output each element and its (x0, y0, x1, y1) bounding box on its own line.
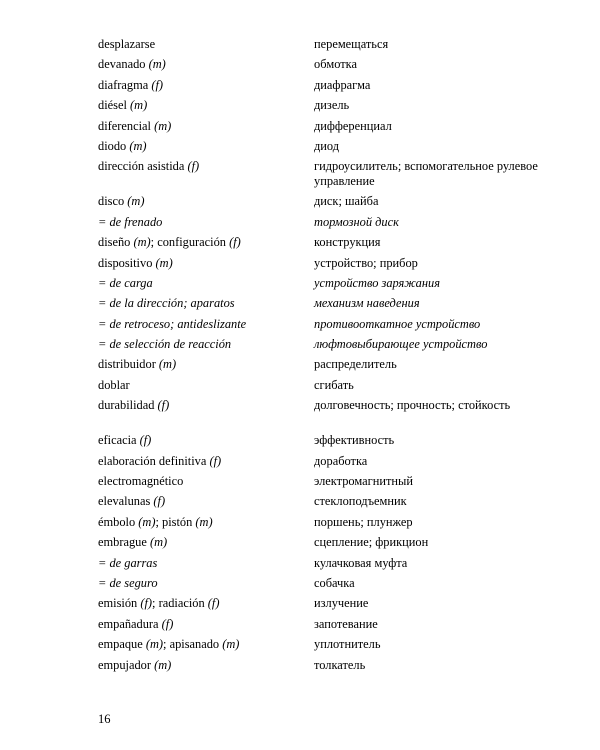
term-segment: doblar (98, 377, 130, 392)
term-italic-segment: (m) (154, 118, 172, 133)
term-italic-segment: (f) (187, 159, 200, 174)
term-segment: diseño (98, 235, 134, 250)
russian-translation: распределитель (314, 357, 397, 372)
russian-translation: механизм наведения (314, 296, 420, 311)
russian-translation: толкатель (314, 657, 366, 672)
term-italic-segment: = de la dirección; aparatos (98, 296, 235, 311)
term-segment: elevalunas (98, 494, 154, 509)
spanish-column (98, 37, 298, 678)
spanish-term (98, 556, 298, 576)
term-italic-segment: (m) (133, 235, 151, 250)
term-segment: eficacia (98, 433, 140, 448)
russian-translation: люфтовыбирающее устройство (314, 337, 488, 352)
term-italic-segment: = de retroceso; antideslizante (98, 316, 247, 331)
russian-translation: излучение (314, 596, 369, 611)
page-number: 16 (98, 712, 111, 726)
term-italic-segment: (m) (155, 255, 173, 270)
spanish-term (98, 235, 298, 255)
spanish-term (98, 317, 298, 337)
term-italic-segment: (f) (139, 433, 152, 448)
russian-translation: доработка (314, 453, 368, 468)
spanish-term (98, 256, 298, 276)
spanish-term (98, 194, 298, 214)
term-segment: distribuidor (98, 357, 159, 372)
term-segment: diésel (98, 98, 130, 113)
spanish-term (98, 576, 298, 596)
spanish-term (98, 637, 298, 657)
spanish-term (98, 454, 298, 474)
term-segment: diafragma (98, 77, 152, 92)
russian-translation: кулачковая муфта (314, 555, 408, 570)
term-italic-segment: = de seguro (98, 575, 158, 590)
term-italic-segment: (m) (148, 57, 166, 72)
term-italic-segment: (m) (138, 514, 156, 529)
term-italic-segment: (m) (149, 535, 168, 550)
term-segment: embrague (98, 535, 150, 550)
russian-translation: гидроусилитель; вспомогательное рулевое управление (314, 159, 538, 188)
term-italic-segment: (m) (195, 514, 213, 529)
russian-translation: устройство заряжания (314, 275, 440, 290)
spanish-term (98, 474, 298, 494)
russian-translation: противооткатное устройство (314, 316, 481, 331)
term-segment: disco (98, 194, 128, 209)
russian-translation: поршень; плунжер (314, 514, 413, 529)
russian-translation: запотевание (314, 616, 378, 631)
spanish-term (98, 433, 298, 453)
term-italic-segment: = de selección de reacción (98, 337, 232, 352)
term-italic-segment: (m) (130, 98, 148, 113)
term-segment: devanado (98, 57, 149, 72)
term-segment: empaque (98, 637, 146, 652)
russian-translation: долговечность; прочность; стойкость (314, 398, 511, 413)
spanish-term (98, 57, 298, 77)
term-italic-segment: (m) (127, 194, 145, 209)
russian-translation: конструкция (314, 235, 381, 250)
term-italic-segment: (m) (129, 138, 147, 153)
spanish-term (98, 617, 298, 637)
term-segment: ; radiación (152, 596, 208, 611)
term-italic-segment: (m) (145, 637, 164, 652)
russian-translation: диод (314, 138, 340, 153)
spanish-term (98, 37, 298, 57)
term-segment: ; apisanado (163, 637, 223, 652)
russian-translation: тормозной диск (314, 214, 399, 229)
spanish-term (98, 215, 298, 235)
russian-translation: диафрагма (314, 77, 371, 92)
russian-translation: диск; шайба (314, 194, 379, 209)
term-italic-segment: (f) (151, 77, 164, 92)
russian-translation: дифференциал (314, 118, 392, 133)
term-segment: diodo (98, 138, 130, 153)
spanish-term (98, 139, 298, 159)
term-segment: durabilidad (98, 398, 158, 413)
russian-translation: стеклоподъемник (314, 494, 407, 509)
russian-translation: сцепление; фрикцион (314, 535, 429, 550)
term-italic-segment: (f) (207, 596, 220, 611)
term-italic-segment: (f) (209, 453, 222, 468)
russian-translation: устройство; прибор (314, 255, 418, 270)
russian-translation: уплотнитель (314, 637, 381, 652)
term-segment: empujador (98, 657, 155, 672)
term-segment: émbolo (98, 514, 139, 529)
term-segment: dirección asistida (98, 159, 188, 174)
spanish-term (98, 398, 298, 433)
russian-translation: собачка (314, 575, 355, 590)
term-italic-segment: (f) (153, 494, 166, 509)
russian-column (314, 37, 584, 678)
term-italic-segment: (f) (229, 235, 241, 250)
term-segment: desplazarse (98, 37, 156, 51)
spanish-term (98, 378, 298, 398)
term-italic-segment: (m) (158, 357, 177, 372)
term-segment: dispositivo (98, 255, 156, 270)
term-segment: ; pistón (155, 514, 196, 529)
term-segment: elaboración definitiva (98, 453, 210, 468)
term-segment: empañadura (98, 616, 162, 631)
spanish-term (98, 78, 298, 98)
spanish-term (98, 98, 298, 118)
term-italic-segment: (f) (161, 616, 174, 631)
spanish-term (98, 276, 298, 296)
russian-translation: электромагнитный (314, 474, 413, 489)
spanish-term (98, 296, 298, 316)
term-italic-segment: (m) (222, 637, 240, 652)
term-segment: ; configuración (150, 235, 230, 250)
spanish-term (98, 337, 298, 357)
russian-translation: обмотка (314, 57, 357, 72)
term-segment: electromagnético (98, 474, 184, 489)
term-italic-segment: (f) (140, 596, 153, 611)
russian-translation: сгибать (314, 377, 354, 392)
term-italic-segment: (m) (154, 657, 172, 672)
russian-translation: эффективность (314, 433, 395, 448)
term-segment: diferencial (98, 118, 155, 133)
spanish-term (98, 159, 298, 194)
term-italic-segment: = de garras (98, 555, 158, 570)
term-italic-segment: = de carga (98, 275, 153, 290)
spanish-term (98, 119, 298, 139)
russian-translation: дизель (314, 98, 350, 113)
russian-translation: перемещаться (314, 37, 389, 51)
term-segment: emisión (98, 596, 141, 611)
spanish-term (98, 535, 298, 555)
spanish-term (98, 596, 298, 616)
spanish-term (98, 357, 298, 377)
term-italic-segment: (f) (157, 398, 170, 413)
spanish-term (98, 658, 298, 678)
term-italic-segment: = de frenado (98, 214, 163, 229)
spanish-term (98, 494, 298, 514)
spanish-term (98, 515, 298, 535)
